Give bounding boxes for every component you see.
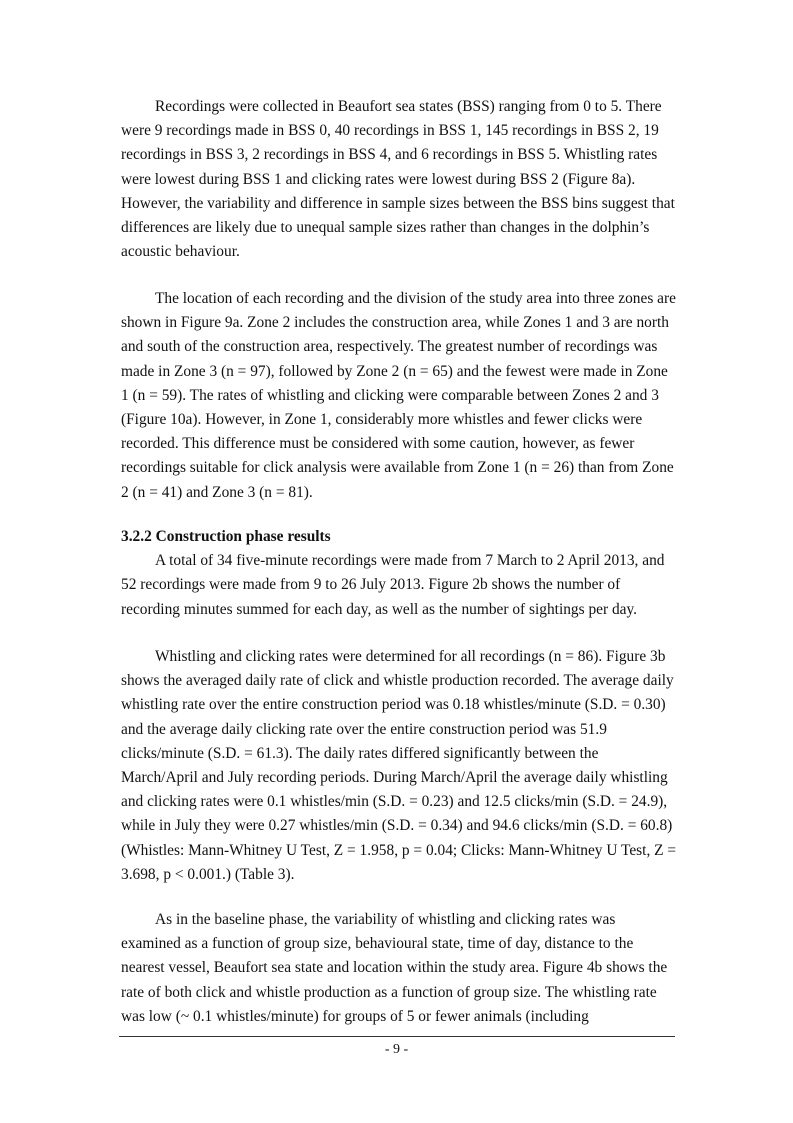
footer-divider — [119, 1036, 675, 1037]
paragraph-zone-results — [121, 287, 677, 505]
paragraph-text: A total of 34 five-minute recordings were made from 7 March to 2 April 2013, and 52 recordings were made from 9 to 26 July 2013. Figure 2b shows the number of recording minutes summed for each day, as well as the number of sightings per day. — [121, 552, 665, 618]
page-number: - 9 - — [384, 1042, 409, 1057]
paragraph-text: The location of each recording and the division of the study area into three zones are shown in Figure 9a. Zone 2 includes the construction area, while Zones 1 and 3 are north and south of the construction area, respectively. The greatest number of recordings was made in Zone 3 (n = 97), followed by Zone 2 (n = 65) and the fewest were made in Zone 1 (n = 59). The rates of whistling and clicking were comparable between Zones 2 and 3 (Figure 10a). However, in Zone 1, considerably more whistles and fewer clicks were recorded. This difference must be considered with some caution, however, as fewer recordings suitable for click analysis were available from Zone 1 (n = 26) than from Zone 2 (n = 41) and Zone 3 (n = 81). — [121, 290, 676, 501]
paragraph-text: As in the baseline phase, the variability of whistling and clicking rates was examined as a function of group size, behavioural state, time of day, distance to the nearest vessel, Beaufort sea state and location within the study area. Figure 4b shows the rate of both click and whistle production as a function of group size. The whistling rate was low (~ 0.1 whistles/minute) for groups of 5 or fewer animals (including — [121, 911, 668, 1025]
paragraph-bss-results — [121, 95, 677, 264]
section-construction-phase — [121, 525, 677, 622]
paragraph-group-size — [121, 908, 677, 1029]
section-heading: 3.2.2 Construction phase results — [121, 528, 331, 545]
paragraph-text: Recordings were collected in Beaufort sea states (BSS) ranging from 0 to 5. There were 9 recordings made in BSS 0, 40 recordings in BSS 1, 145 recordings in BSS 2, 19 recordings in BSS 3, 2 recordings in BSS 4, and 6 recordings in BSS 5. Whistling rates were lowest during BSS 1 and clicking rates were lowest during BSS 2 (Figure 8a). However, the variability and difference in sample sizes between the BSS bins suggest that differences are likely due to unequal sample sizes rather than changes in the dolphin’s acoustic behaviour. — [121, 98, 675, 261]
paragraph-rates — [121, 645, 677, 887]
paragraph-text: Whistling and clicking rates were determined for all recordings (n = 86). Figure 3b shows the averaged daily rate of click and whistle production recorded. The average daily whistling rate over the entire construction period was 0.18 whistles/minute (S.D. = 0.30) and the average daily clicking rate over the entire construction period was 51.9 clicks/minute (S.D. = 61.3). The daily rates differed significantly between the March/April and July recording periods. During March/April the average daily whistling and clicking rates were 0.1 whistles/min (S.D. = 0.23) and 12.5 clicks/min (S.D. = 24.9), while in July they were 0.27 whistles/min (S.D. = 0.34) and 94.6 clicks/min (S.D. = 60.8) (Whistles: Mann-Whitney U Test, Z = 1.958, p = 0.04; Clicks: Mann-Whitney U Test, Z = 3.698, p < 0.001.) (Table 3). — [121, 648, 677, 883]
